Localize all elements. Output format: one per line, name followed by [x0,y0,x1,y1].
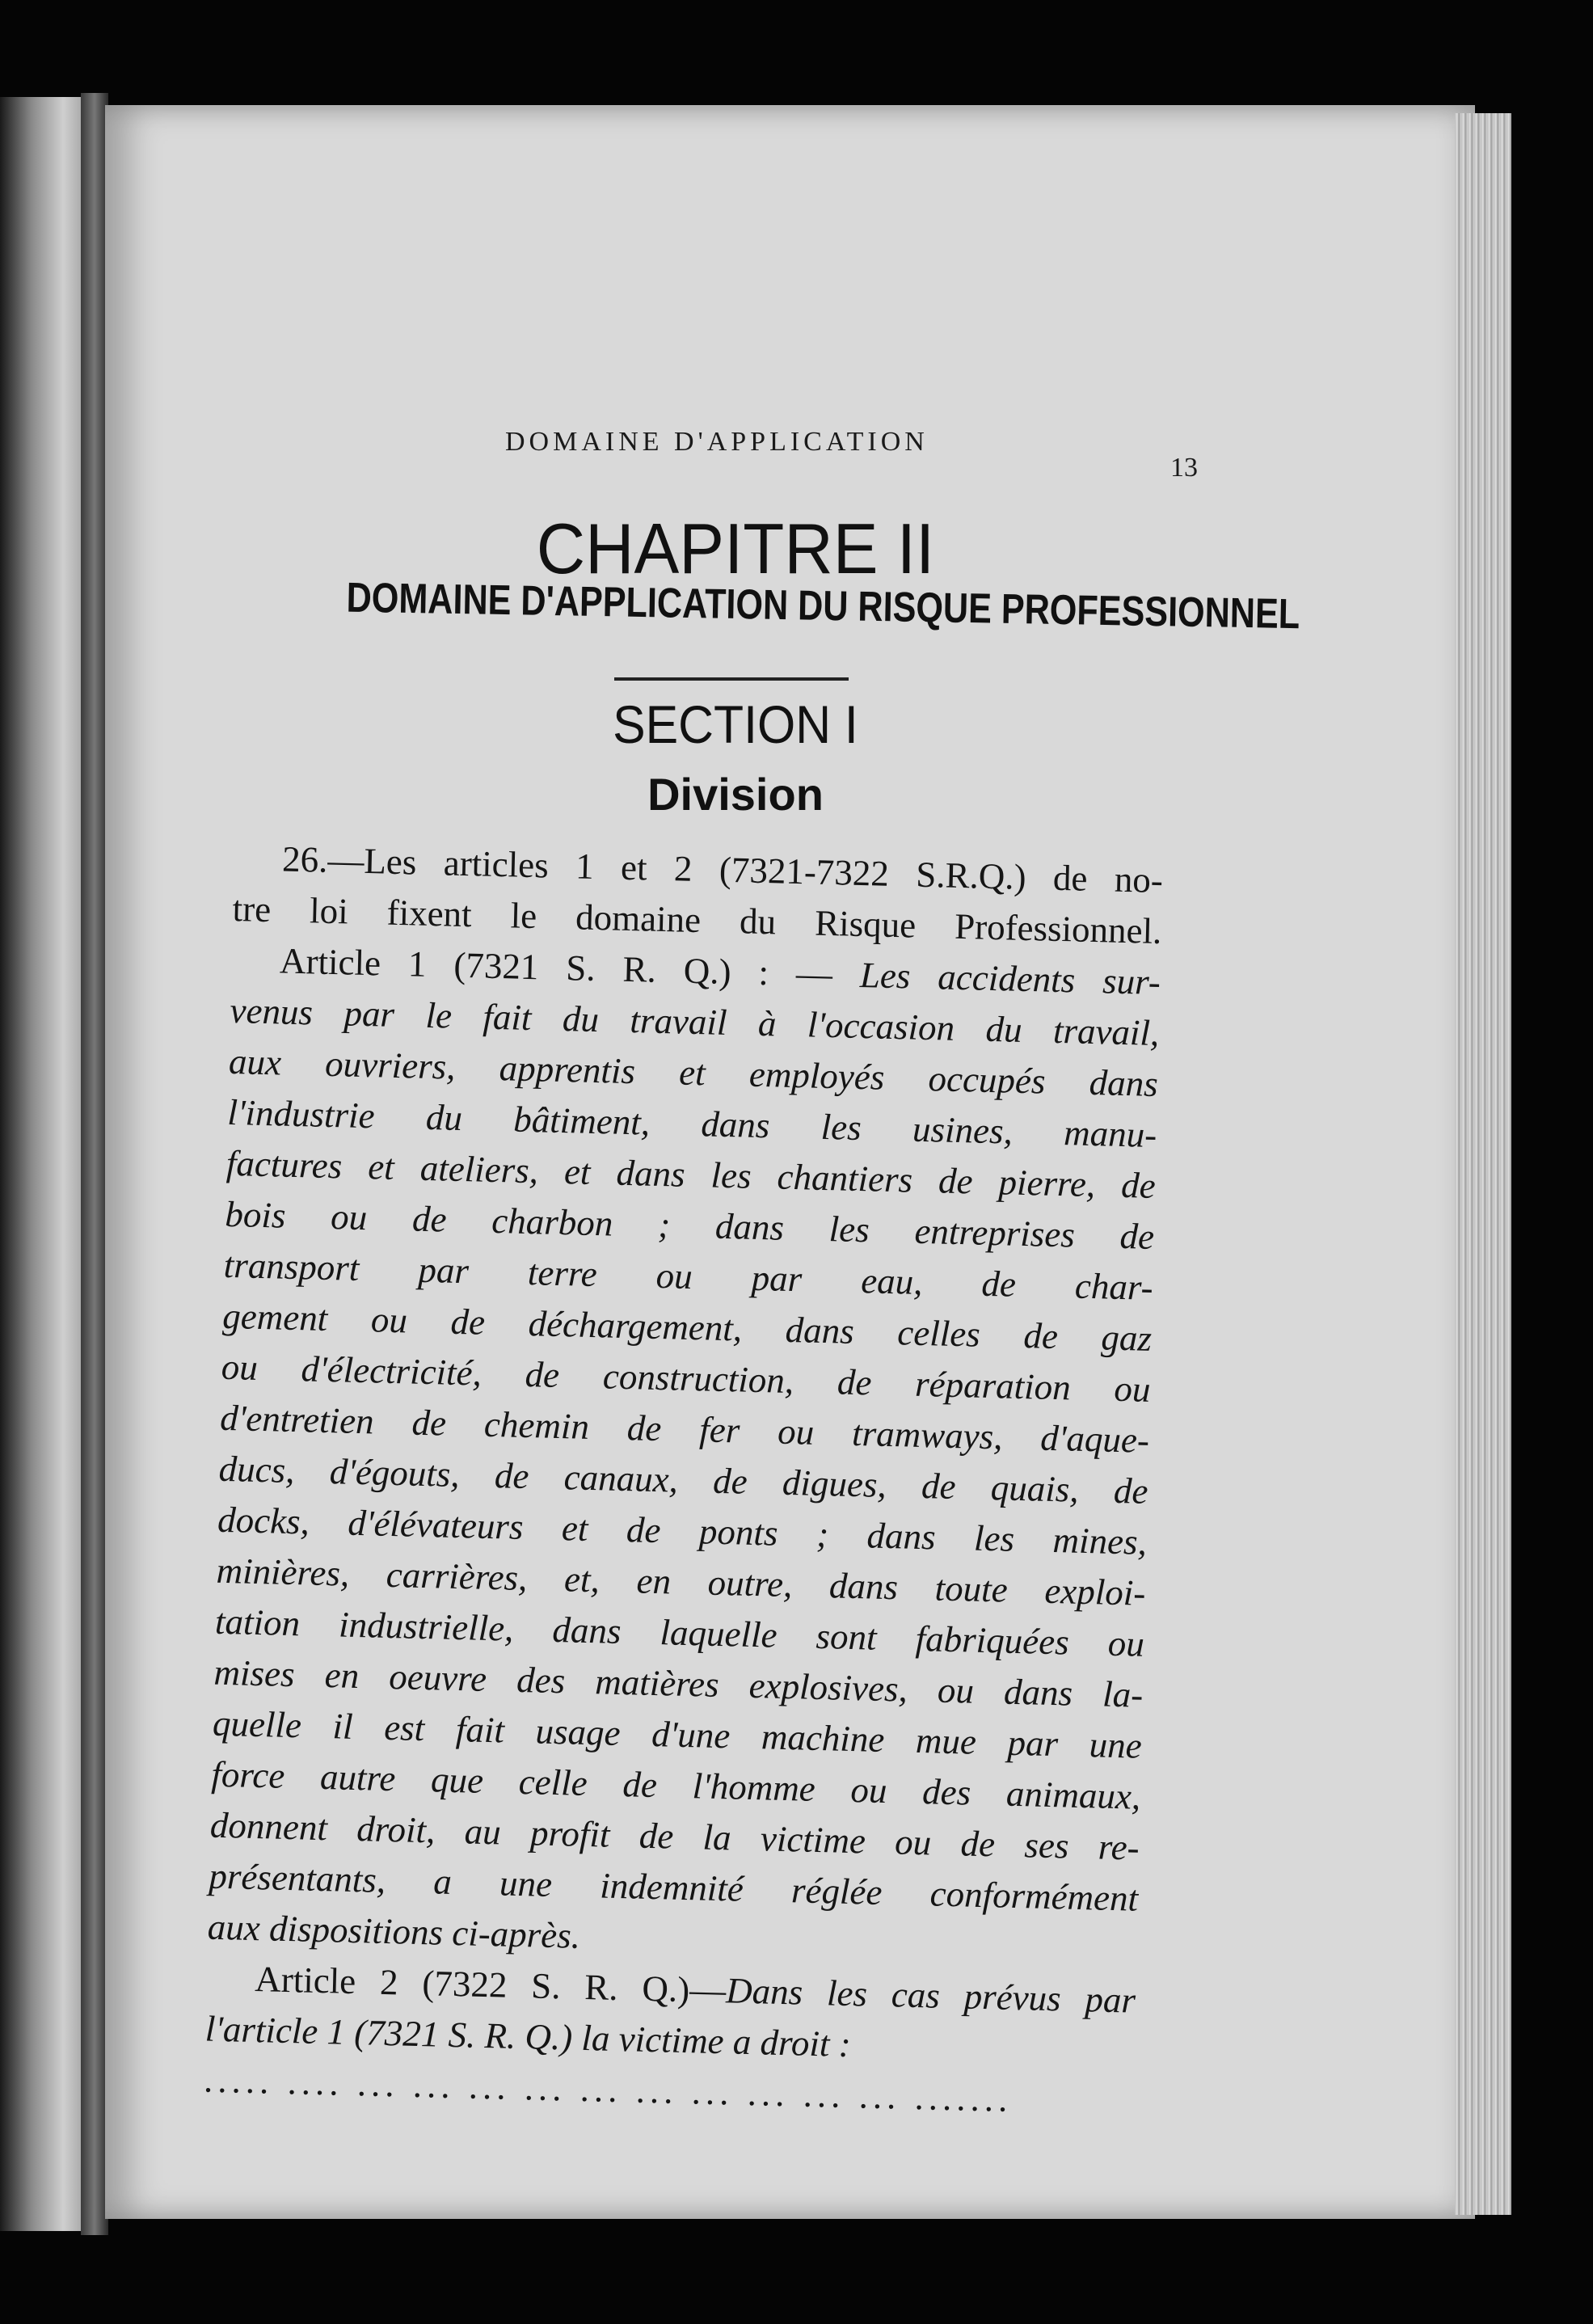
article-text: Dans les cas prévus par [725,1970,1136,2021]
text-line: 26.—Les articles 1 et 2 (7321-7322 S.R.Q.) de no- [281,838,1164,901]
text-line: gement ou de déchargement, dans celles de gaz [221,1295,1153,1359]
text-line: tation industrielle, dans laquelle sont fabriquées ou [214,1601,1145,1664]
text-line: donnent droit, au profit de la victime ou de ses re- [209,1804,1140,1868]
chapter-subtitle: DOMAINE D'APPLICATION DU RISQUE PROFESSIONNEL [346,574,1300,639]
text-line: Article 1 (7321 S. R. Q.) : — Les accidents sur- [279,940,1161,1003]
article-heading: Article 2 (7322 S. R. Q.)— [254,1959,727,2011]
text-line: tre loi fixent le domaine du Risque Professionnel. [232,888,1162,952]
section-title: SECTION I [613,694,858,754]
ellipsis-line: ..... .... ... ... ... ... ... ... ... ... ... ... ....... [203,2059,1014,2119]
text-line: aux ouvriers, apprentis et employés occupés dans [228,1040,1159,1105]
text-line: venus par le fait du travail à l'occasion du travail, [230,989,1160,1054]
text-line: l'industrie du bâtiment, dans les usines, manu- [226,1091,1157,1155]
body-text [204,833,1164,2128]
article-heading: Article 1 (7321 S. R. Q.) : [279,940,769,993]
text-line: bois ou de charbon ; dans les entreprises de [224,1193,1155,1257]
running-head: DOMAINE D'APPLICATION [505,427,929,457]
page-number: 13 [1170,453,1198,483]
text-line: docks, d'élévateurs et de ponts ; dans les mines, [217,1499,1148,1563]
left-page-edge [0,97,91,2231]
text-line: factures et ateliers, et dans les chantiers de pierre, de [225,1142,1157,1206]
book-spine [81,93,108,2235]
article-text: Les accidents sur- [859,954,1161,1003]
chapter-title: CHAPITRE II [536,508,935,588]
text-line: quelle il est fait usage d'une machine mue par une [212,1702,1143,1766]
section-divider [614,677,849,681]
text-line: mises en oeuvre des matières explosives, ou dans la- [213,1651,1144,1715]
text-line: aux dispositions ci-après. [207,1906,581,1956]
text-line: force autre que celle de l'homme ou des animaux, [210,1753,1141,1817]
page-edges [1455,113,1511,2215]
article-text: la victime a droit : [580,2017,852,2065]
section-subtitle: Division [647,769,824,820]
text-line: présentants, a une indemnité réglée conformément [208,1855,1139,1919]
article-ref: l'article 1 (7321 S. R. Q.) [204,2008,573,2058]
text-line: ducs, d'égouts, de canaux, de digues, de quais, de [218,1448,1149,1512]
text-line: transport par terre ou par eau, de char- [223,1244,1154,1308]
text-line: d'entretien de chemin de fer ou tramways, d'aque- [219,1397,1150,1461]
text-line: minières, carrières, et, en outre, dans toute exploi- [216,1550,1146,1613]
text-line: ou d'électricité, de construction, de réparation ou [221,1346,1152,1410]
